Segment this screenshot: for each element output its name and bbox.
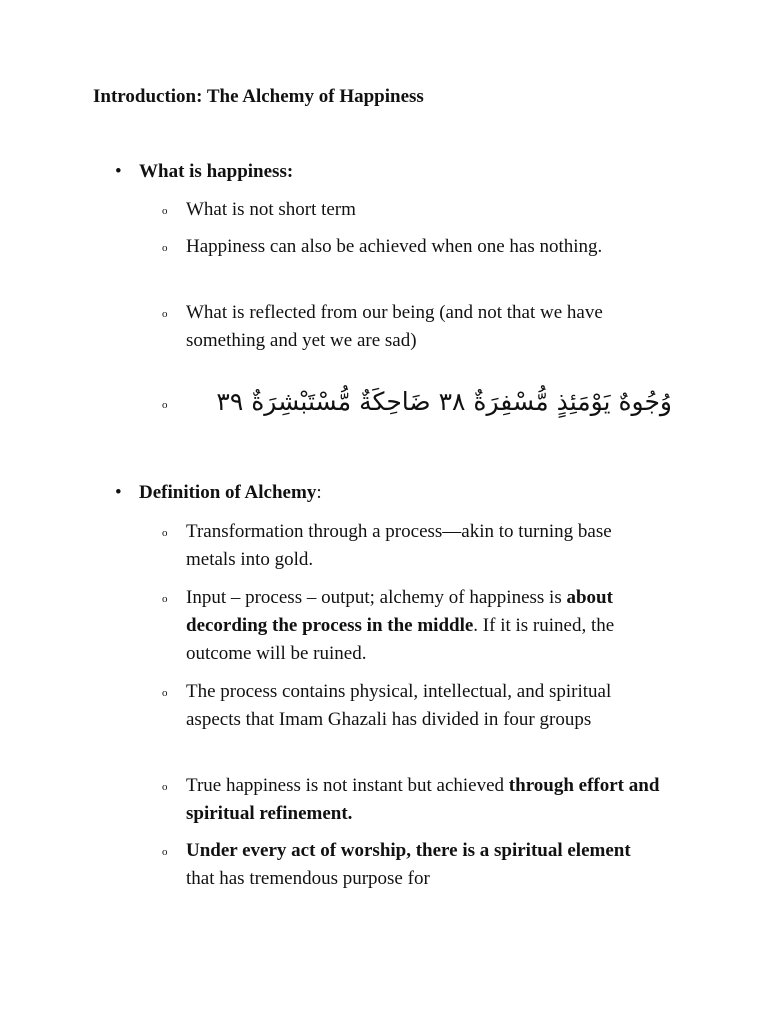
bold-phrase: through effort and spiritual refinement.	[186, 775, 660, 824]
sub-bullet-marker: o	[162, 781, 168, 793]
section-definition-of-alchemy	[115, 482, 322, 504]
sub-bullet-marker: o	[162, 242, 168, 254]
list-item	[162, 299, 662, 355]
list-item	[162, 196, 662, 224]
text-segment: True happiness is not instant but achieved	[186, 775, 509, 796]
section-what-is-happiness	[115, 161, 293, 183]
sub-bullet-marker: o	[162, 687, 168, 699]
list-item-text: The process contains physical, intellectual, and spiritual aspects that Imam Ghazali has divided in four groups	[186, 681, 612, 730]
list-item	[162, 584, 662, 668]
list-item-text	[186, 772, 662, 828]
list-item	[162, 772, 662, 828]
sub-bullet-marker: o	[162, 846, 168, 858]
list-item-text: What is reflected from our being (and not that we have something and yet we are sad)	[186, 302, 603, 351]
list-item	[162, 678, 662, 734]
sub-bullet-marker: o	[162, 205, 168, 217]
list-item-text	[186, 837, 662, 893]
list-item-text: What is not short term	[186, 199, 356, 220]
list-item	[162, 518, 662, 574]
quran-verse: وُجُوهٌ يَوْمَئِذٍ مُّسْفِرَةٌ ٣٨ ضَاحِكَةٌ مُّسْتَبْشِرَةٌ ٣٩	[216, 387, 672, 416]
section-title: Definition of Alchemy	[139, 482, 317, 503]
list-item-text: Happiness can also be achieved when one has nothing.	[186, 236, 603, 257]
bullet-marker: •	[115, 161, 122, 182]
list-item-text	[186, 584, 662, 668]
sub-bullet-marker: o	[162, 399, 168, 411]
list-item	[162, 233, 662, 261]
bold-phrase: about decording the process in the middle	[186, 587, 613, 636]
list-item-text: Transformation through a process—akin to turning base metals into gold.	[186, 521, 612, 570]
page-title: Introduction: The Alchemy of Happiness	[93, 86, 424, 107]
sub-bullet-marker: o	[162, 308, 168, 320]
text-segment: that has tremendous purpose for	[186, 868, 430, 889]
bullet-marker: •	[115, 482, 122, 503]
text-segment: Input – process – output; alchemy of happiness is	[186, 587, 567, 608]
section-title-colon: :	[316, 482, 322, 503]
text-segment: . If it is ruined, the outcome will be ruined.	[186, 615, 615, 664]
section-title: What is happiness:	[139, 161, 294, 182]
sub-bullet-marker: o	[162, 527, 168, 539]
sub-bullet-marker: o	[162, 593, 168, 605]
list-item	[162, 837, 662, 893]
bold-phrase: Under every act of worship, there is a spiritual element	[186, 840, 631, 861]
